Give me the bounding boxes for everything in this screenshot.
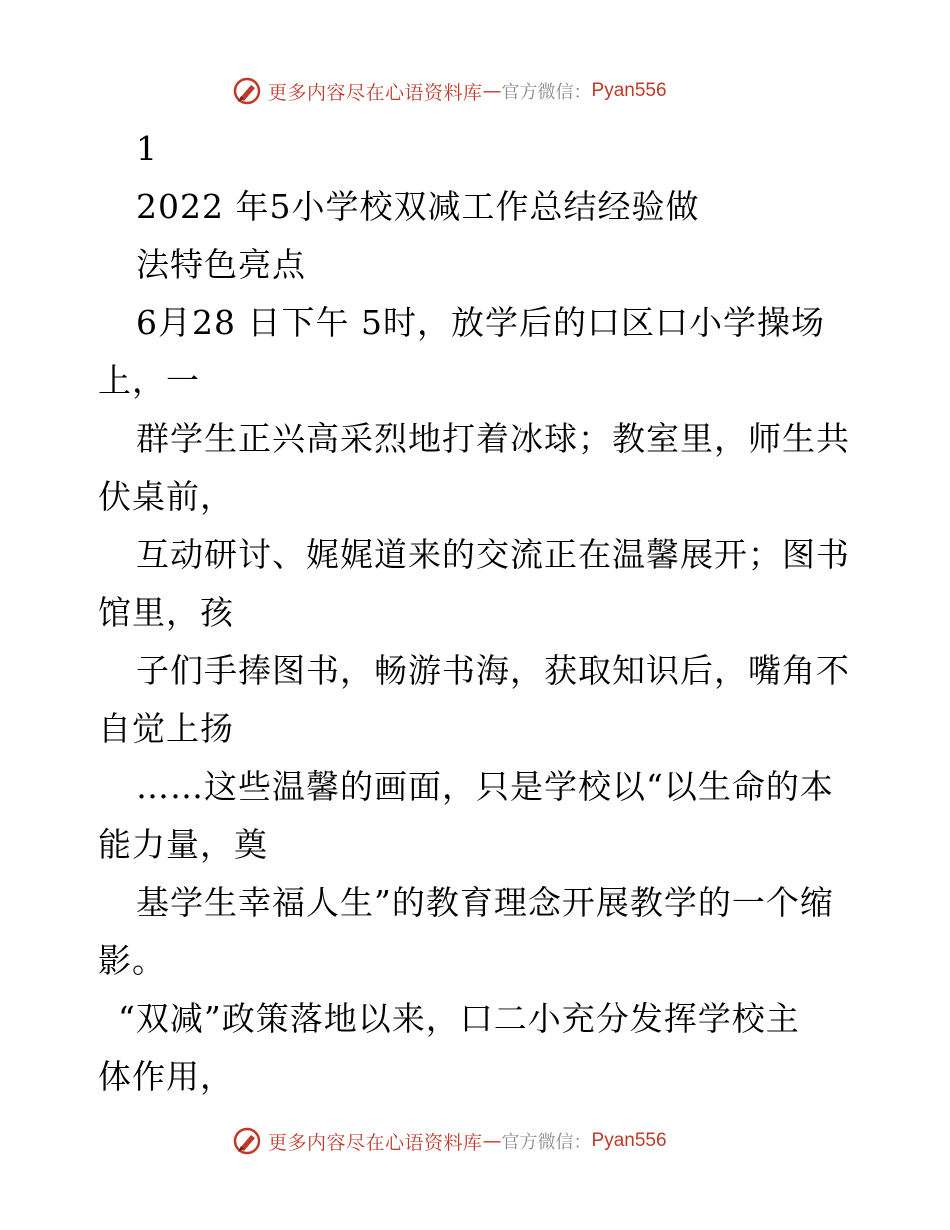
text-line: 互动研讨、娓娓道来的交流正在温馨展开；图书 xyxy=(136,535,850,574)
watermark-account: Pyan556 xyxy=(591,80,667,101)
watermark-dash: — xyxy=(482,1130,502,1152)
text-line: 1 xyxy=(136,129,158,168)
watermark-site-text: 更多内容尽在心语资料库 xyxy=(268,1131,483,1154)
text-line: 伏桌前， xyxy=(98,477,234,516)
text-line: 群学生正兴高采烈地打着冰球；教室里，师生共 xyxy=(136,419,850,458)
text-line: ……这些温馨的画面，只是学校以“以生命的本 xyxy=(136,767,834,806)
text-line: 2022 年5小学校双减工作总结经验做 xyxy=(136,187,700,226)
text-line: 子们手捧图书，畅游书海，获取知识后，嘴角不 xyxy=(136,651,850,690)
text-line: 基学生幸福人生”的教育理念开展教学的一个缩 xyxy=(136,883,834,922)
watermark-account: Pyan556 xyxy=(591,1130,667,1151)
text-line: 馆里，孩 xyxy=(98,593,234,632)
watermark-official-label: 官方微信： xyxy=(501,1132,592,1153)
watermark-site-text: 更多内容尽在心语资料库 xyxy=(268,81,483,104)
watermark-official-label: 官方微信： xyxy=(501,82,592,103)
text-line: 自觉上扬 xyxy=(98,709,234,748)
text-line: “双减”政策落地以来，口二小充分发挥学校主 xyxy=(118,999,800,1038)
text-line: 6月28 日下午 5时，放学后的口区口小学操场 xyxy=(136,303,825,342)
pen-logo-icon xyxy=(232,1126,262,1156)
text-line: 影。 xyxy=(98,941,166,980)
pen-logo-icon xyxy=(232,76,262,106)
header-watermark xyxy=(232,74,667,108)
text-line: 能力量，奠 xyxy=(98,825,268,864)
text-line: 体作用， xyxy=(98,1057,234,1096)
footer-watermark xyxy=(232,1124,667,1158)
text-line: 上，一 xyxy=(98,361,200,400)
watermark-dash: — xyxy=(482,80,502,102)
text-line: 法特色亮点 xyxy=(136,245,306,284)
